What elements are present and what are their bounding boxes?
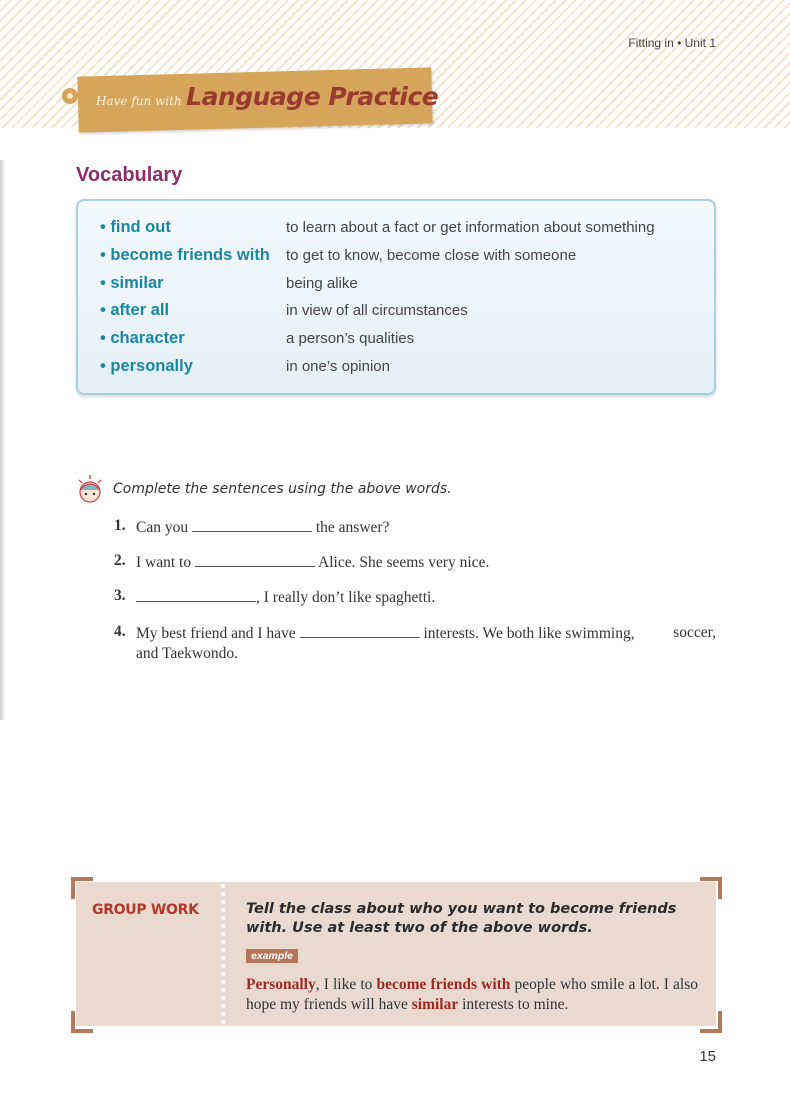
vocab-definition: in view of all circumstances	[286, 302, 468, 319]
page-edge-shadow	[0, 160, 6, 720]
vocab-item	[100, 329, 700, 353]
item-number: 3.	[114, 587, 126, 604]
vocab-definition: being alike	[286, 275, 358, 292]
corner-bracket	[700, 1011, 722, 1033]
vocab-term: • find out	[100, 218, 171, 236]
item-text	[136, 623, 716, 664]
vocab-definition: a person’s qualities	[286, 330, 415, 347]
highlight-word: Personally	[246, 976, 316, 993]
text-after: Alice. She seems very nice.	[318, 554, 490, 571]
vocabulary-title: Vocabulary	[76, 164, 183, 186]
text-line-2: and Taekwondo.	[136, 645, 238, 662]
text-before: Can you	[136, 519, 189, 536]
highlight-word: become friends with	[376, 976, 511, 993]
dotted-divider	[221, 884, 225, 1024]
item-number: 2.	[114, 552, 126, 569]
banner-title	[96, 82, 438, 111]
text-after: , I really don’t like spaghetti.	[256, 589, 436, 606]
answer-blank[interactable]	[136, 587, 256, 602]
answer-blank[interactable]	[300, 623, 420, 638]
answer-blank[interactable]	[195, 552, 315, 567]
example-badge: example	[246, 949, 298, 963]
vocab-item	[100, 246, 700, 270]
exercise-instruction: Complete the sentences using the above words.	[113, 481, 452, 497]
corner-bracket	[700, 877, 722, 899]
banner-small-text: Have fun with	[96, 94, 182, 108]
example-segment: people who smile a lot. I also hope my friends will have	[246, 976, 699, 1013]
item-number: 4.	[114, 623, 126, 640]
vocab-term: • after all	[100, 301, 170, 319]
vocabulary-box	[76, 199, 716, 395]
vocab-item	[100, 357, 700, 381]
banner-main-text: Language Practice	[186, 82, 439, 111]
text-before: I want to	[136, 554, 192, 571]
corner-bracket	[71, 877, 93, 899]
page-number: 15	[699, 1048, 716, 1065]
vocab-definition: to get to know, become close with someone	[286, 247, 577, 264]
vocab-term: • similar	[100, 274, 164, 292]
text-after: interests. We both like swimming,	[423, 625, 635, 642]
vocab-item	[100, 274, 700, 298]
student-face-icon	[74, 474, 106, 504]
item-text	[136, 517, 389, 538]
vocab-definition: to learn about a fact or get information about something	[286, 219, 655, 236]
text-after: the answer?	[315, 519, 390, 536]
vocab-term: • become friends with	[100, 246, 270, 264]
vocab-item	[100, 301, 700, 325]
vocab-term: • character	[100, 329, 185, 347]
text-after-2: soccer,	[673, 624, 716, 641]
highlight-word: similar	[411, 996, 459, 1013]
group-work-label: GROUP WORK	[92, 902, 199, 918]
item-text	[136, 587, 435, 608]
corner-bracket	[71, 1011, 93, 1033]
example-text	[246, 975, 698, 1015]
group-work-prompt: Tell the class about who you want to become friends with. Use at least two of the above words.	[246, 901, 677, 936]
exercise-item	[114, 623, 716, 667]
example-segment: , I like to	[315, 976, 377, 993]
answer-blank[interactable]	[192, 517, 312, 532]
text-before: My best friend and I have	[136, 625, 296, 642]
unit-header: Fitting in • Unit 1	[628, 36, 716, 50]
vocab-term: • personally	[100, 357, 193, 375]
vocab-definition: in one’s opinion	[286, 358, 390, 375]
example-segment: interests to mine.	[458, 996, 569, 1013]
vocab-item	[100, 218, 700, 242]
item-text	[136, 552, 489, 573]
item-number: 1.	[114, 517, 126, 534]
